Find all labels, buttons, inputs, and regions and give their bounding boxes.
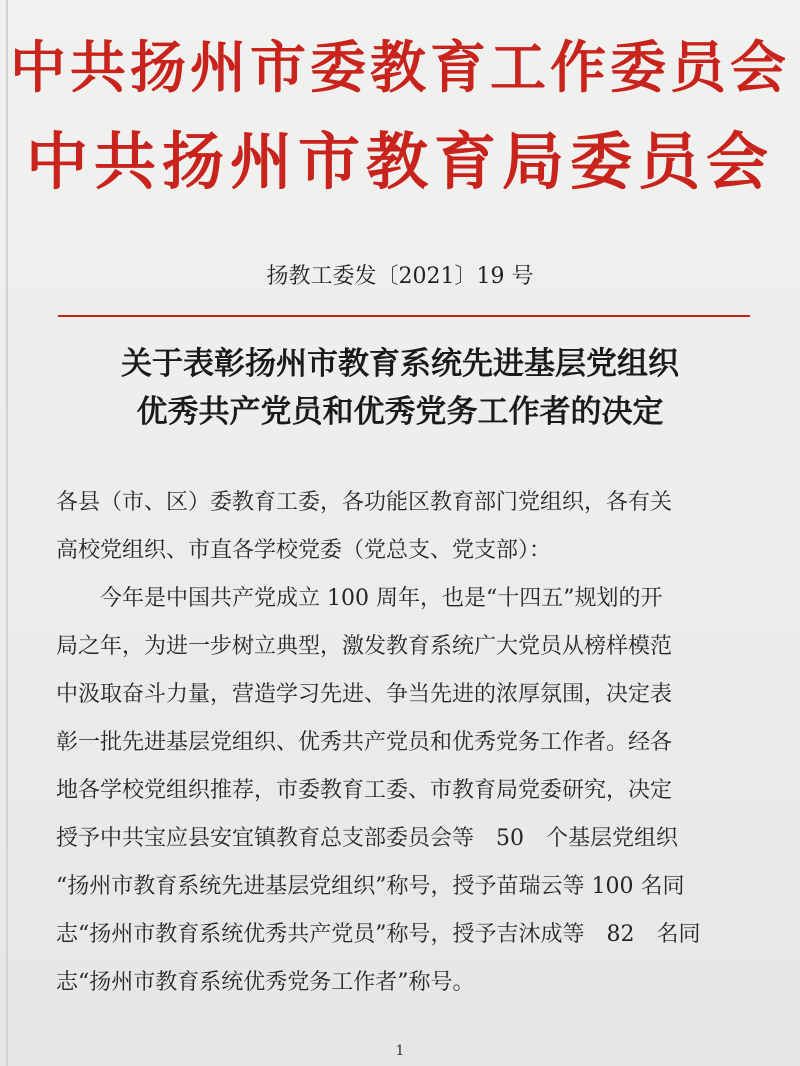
issuer-header-line-2: 中共扬州市教育局委员会: [25, 125, 774, 198]
body-line: “扬州市教育系统先进基层党组织”称号，授予苗瑞云等 100 名同: [56, 874, 685, 899]
body-line: 志“扬州市教育系统优秀共产党员”称号，授予吉沐成等 82 名同: [56, 922, 701, 947]
body-line: 各县（市、区）委教育工委，各功能区教育部门党组织，各有关: [56, 490, 673, 515]
document-number: 扬教工委发〔2021〕19 号: [266, 264, 534, 289]
body-line: 志“扬州市教育系统优秀党务工作者”称号。: [56, 970, 475, 995]
body-line: 高校党组织、市直各学校党委（党总支、党支部）：: [56, 538, 552, 563]
body-line: 授予中共宝应县安宜镇教育总支部委员会等 50 个基层党组织: [56, 826, 678, 851]
issuer-header-line-1: 中共扬州市委教育工作委员会: [10, 36, 790, 101]
body-line: 中汲取奋斗力量，营造学习先进、争当先进的浓厚氛围，决定表: [56, 682, 673, 707]
body-line: 彰一批先进基层党组织、优秀共产党员和优秀党务工作者。经各: [56, 730, 673, 755]
document-title-line-2: 优秀共产党员和优秀党务工作者的决定: [136, 394, 664, 430]
body-line: 局之年，为进一步树立典型，激发教育系统广大党员从榜样模范: [56, 634, 673, 659]
body-line: 地各学校党组织推荐，市委教育工委、市教育局党委研究，决定: [56, 778, 673, 803]
red-divider-rule: [58, 315, 750, 317]
document-title-line-1: 关于表彰扬州市教育系统先进基层党组织: [121, 346, 679, 382]
page-number: 1: [395, 1043, 405, 1059]
body-line: 今年是中国共产党成立 100 周年，也是“十四五”规划的开: [56, 586, 663, 611]
